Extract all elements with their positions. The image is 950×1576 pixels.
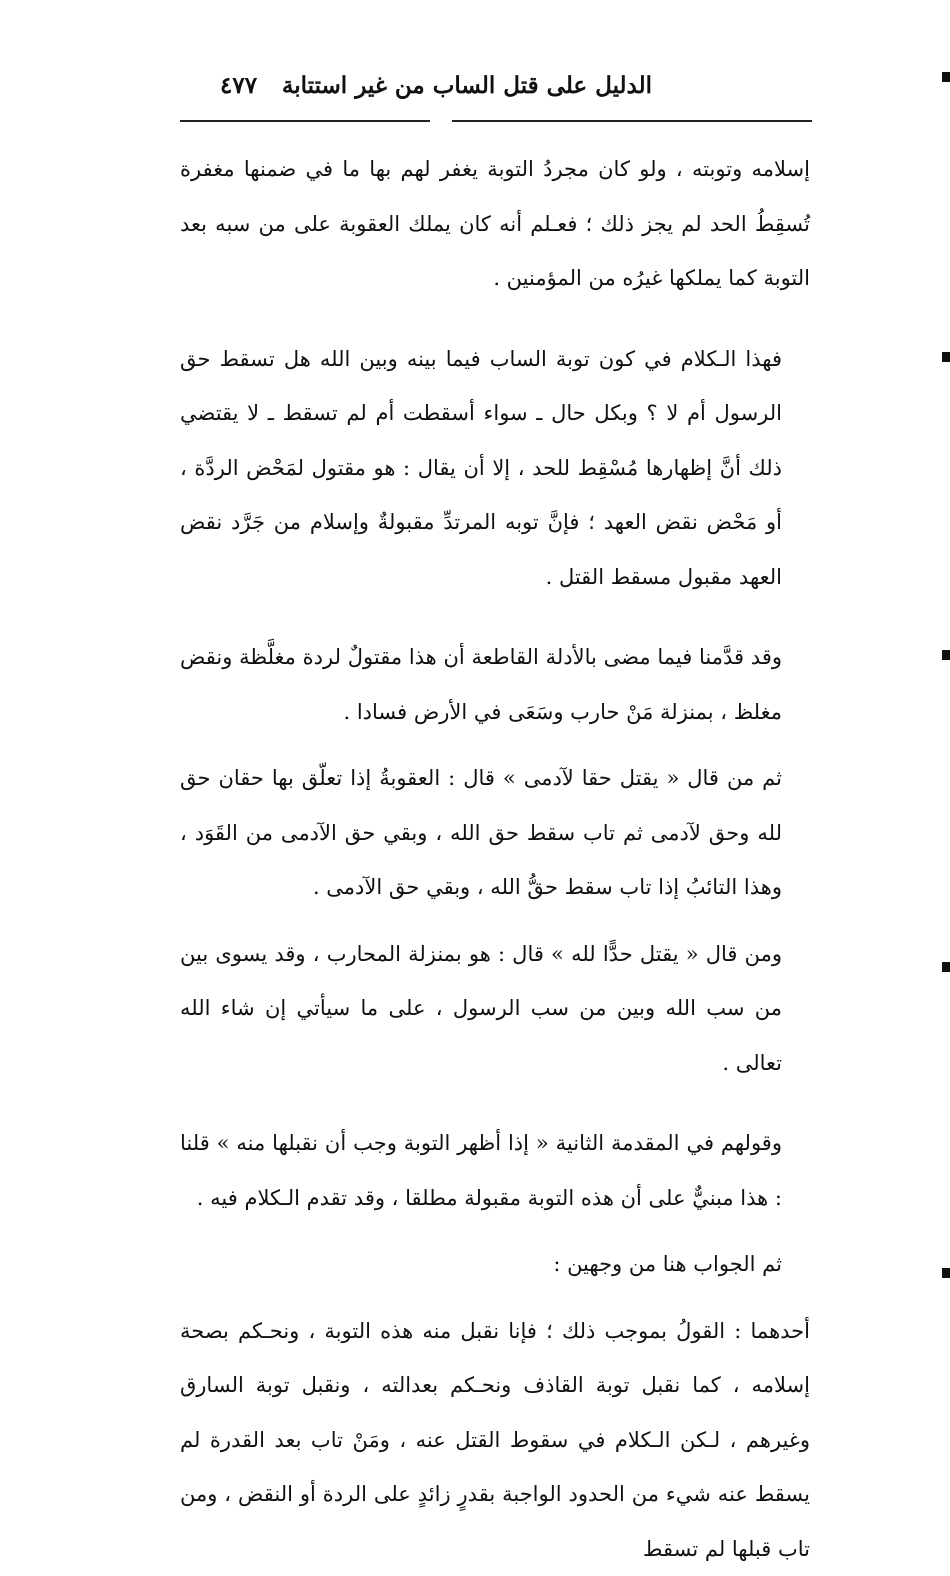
page-body: [180, 142, 810, 1576]
paragraph-2: فهذا الـكلام في كون توبة الساب فيما بينه وبين الله هل تسقط حق الرسول أم لا ؟ وبكل حال ـ سواء أسقطت أم لم تسقط ـ لا يقتضي ذلك أنَّ إظهارها مُسْقِط للحد ، إلا أن يقال : هو مقتول لمَحْض الردَّة ، أو مَحْض نقض العهد ؛ فإنَّ توبه المرتدِّ مقبولةٌ وإسلام من جَرَّد نقض العهد مقبول مسقط القتل .: [180, 332, 810, 605]
paragraph-1: إسلامه وتوبته ، ولو كان مجردُ التوبة يغفر لهم بها ما في ضمنها مغفرة تُسقِطُ الحد لم يجز ذلك ؛ فعـلم أنه كان يملك العقوبة على من سبه بعد التوبة كما يملكها غيرُه من المؤمنين .: [180, 142, 810, 306]
paragraph-4: ثم من قال « يقتل حقا لآدمى » قال : العقوبةُ إذا تعلّق بها حقان حق لله وحق لآدمى ثم تاب سقط حق الله ، وبقي حق الآدمى من القَوَد ، وهذا التائبُ إذا تاب سقط حقُّ الله ، وبقي حق الآدمى .: [180, 751, 810, 915]
running-header: [180, 66, 810, 112]
scan-edge-mark: [942, 962, 950, 972]
paragraph-6: وقولهم في المقدمة الثانية « إذا أظهر التوبة وجب أن نقبلها منه » قلنا : هذا مبنيٌّ على أن هذه التوبة مقبولة مطلقا ، وقد تقدم الـكلام فيه .: [180, 1116, 810, 1225]
header-rule-right: [452, 120, 812, 122]
running-title: الدليل على قتل الساب من غير استتابة: [282, 72, 652, 99]
scan-edge-mark: [942, 352, 950, 362]
header-rule-left: [180, 120, 430, 122]
paragraph-7: ثم الجواب هنا من وجهين :: [180, 1237, 810, 1292]
scan-edge-mark: [942, 72, 950, 82]
paragraph-3: وقد قدَّمنا فيما مضى بالأدلة القاطعة أن هذا مقتولٌ لردة مغلَّظة ونقض مغلظ ، بمنزلة مَنْ حارب وسَعَى في الأرض فسادا .: [180, 630, 810, 739]
paragraph-5: ومن قال « يقتل حدًّا لله » قال : هو بمنزلة المحارب ، وقد يسوى بين من سب الله وبين من سب الرسول ، على ما سيأتي إن شاء الله تعالى .: [180, 927, 810, 1091]
scan-edge-mark: [942, 650, 950, 660]
scan-edge-mark: [942, 1268, 950, 1278]
page-number: ٤٧٧: [220, 72, 257, 99]
paragraph-8: أحدهما : القولُ بموجب ذلك ؛ فإنا نقبل منه هذه التوبة ، ونحـكم بصحة إسلامه ، كما نقبل توبة القاذف ونحـكم بعدالته ، ونقبل توبة السارق وغيرهم ، لـكن الـكلام في سقوط القتل عنه ، ومَنْ تاب بعد القدرة لم يسقط عنه شيء من الحدود الواجبة بقدرٍ زائدٍ على الردة أو النقض ، ومن تاب قبلها لم تسقط: [180, 1304, 810, 1576]
